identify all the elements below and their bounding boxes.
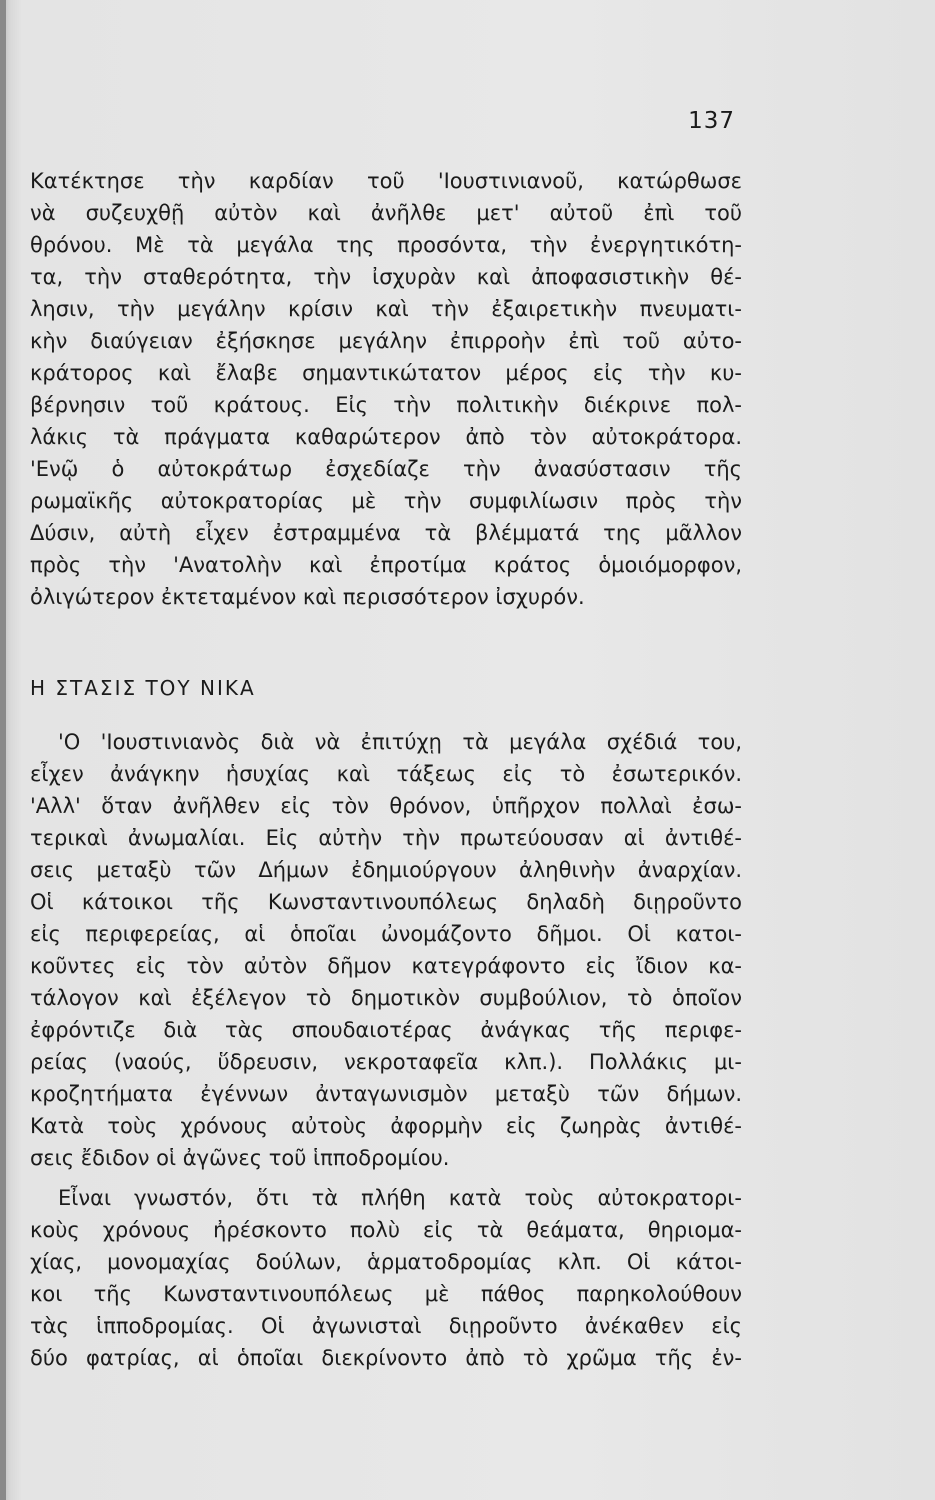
text-line: θρόνου. Μὲ τὰ μεγάλα της προσόντα, τὴν ἐνεργητικότη- (30, 233, 742, 257)
text-line: τερικαὶ ἀνωμαλίαι. Εἰς αὐτὴν τὴν πρωτεύουσαν αἱ ἀντιθέ- (30, 826, 742, 850)
text-line: Κατὰ τοὺς χρόνους αὐτοὺς ἀφορμὴν εἰς ζωηρὰς ἀντιθέ- (30, 1114, 742, 1138)
text-line: ρωμαϊκῆς αὐτοκρατορίας μὲ τὴν συμφιλίωσιν πρὸς τὴν (30, 489, 742, 513)
text-line: ὀλιγώτερον ἐκτεταμένον καὶ περισσότερον ἰσχυρόν. (30, 585, 585, 609)
text-line: χίας, μονομαχίας δούλων, ἁρματοδρομίας κλπ. Οἱ κάτοι- (30, 1250, 742, 1274)
text-line: δύο φατρίας, αἱ ὁποῖαι διεκρίνοντο ἀπὸ τὸ χρῶμα τῆς ἐν- (30, 1346, 742, 1370)
text-line: κὴν διαύγειαν ἐξήσκησε μεγάλην ἐπιρροὴν ἐπὶ τοῦ αὐτο- (30, 329, 742, 353)
text-line: κράτορος καὶ ἔλαβε σημαντικώτατον μέρος εἰς τὴν κυ- (30, 361, 742, 385)
text-line: κροζητήματα ἐγέννων ἀνταγωνισμὸν μεταξὺ τῶν δήμων. (30, 1082, 742, 1106)
paragraph-1 (30, 165, 742, 613)
text-line: εἶχεν ἀνάγκην ἡσυχίας καὶ τάξεως εἰς τὸ ἐσωτερικόν. (30, 762, 742, 786)
text-line: 'Αλλ' ὅταν ἀνῆλθεν εἰς τὸν θρόνον, ὑπῆρχον πολλαὶ ἐσω- (30, 794, 742, 818)
text-line: 'Ενῷ ὁ αὐτοκράτωρ ἐσχεδίαζε τὴν ἀνασύστασιν τῆς (30, 457, 742, 481)
text-line: λησιν, τὴν μεγάλην κρίσιν καὶ τὴν ἐξαιρετικὴν πνευματι- (30, 297, 742, 321)
text-line: λάκις τὰ πράγματα καθαρώτερον ἀπὸ τὸν αὐτοκράτορα. (30, 425, 742, 449)
text-line: κοι τῆς Κωνσταντινουπόλεως μὲ πάθος παρηκολούθουν (30, 1282, 742, 1306)
text-line: τάλογον καὶ ἐξέλεγον τὸ δημοτικὸν συμβούλιον, τὸ ὁποῖον (30, 986, 742, 1010)
text-line: νὰ συζευχθῇ αὐτὸν καὶ ἀνῆλθε μετ' αὐτοῦ ἐπὶ τοῦ (30, 201, 742, 225)
section-heading: Η ΣΤΑΣΙΣ ΤΟΥ ΝΙΚΑ (30, 676, 256, 700)
page-edge (0, 0, 6, 1500)
paragraph-2 (30, 726, 742, 1174)
text-line: Κατέκτησε τὴν καρδίαν τοῦ 'Ιουστινιανοῦ, κατώρθωσε (30, 169, 742, 193)
text-line: Οἱ κάτοικοι τῆς Κωνσταντινουπόλεως δηλαδὴ διῃροῦντο (30, 890, 742, 914)
text-line: κοὺς χρόνους ἠρέσκοντο πολὺ εἰς τὰ θεάματα, θηριομα- (30, 1218, 742, 1242)
text-line: τα, τὴν σταθερότητα, τὴν ἰσχυρὰν καὶ ἀποφασιστικὴν θέ- (30, 265, 742, 289)
text-line: σεις ἔδιδον οἱ ἀγῶνες τοῦ ἱπποδρομίου. (30, 1146, 450, 1170)
text-line: Εἶναι γνωστόν, ὅτι τὰ πλήθη κατὰ τοὺς αὐτοκρατορι- (58, 1186, 742, 1210)
text-line: Δύσιν, αὐτὴ εἶχεν ἐστραμμένα τὰ βλέμματά της μᾶλλον (30, 521, 742, 545)
text-line: εἰς περιφερείας, αἱ ὁποῖαι ὠνομάζοντο δῆμοι. Οἱ κατοι- (30, 922, 742, 946)
page-number: 137 (688, 108, 735, 134)
text-line: πρὸς τὴν 'Ανατολὴν καὶ ἐπροτίμα κράτος ὁμοιόμορφον, (30, 553, 742, 577)
text-line: κοῦντες εἰς τὸν αὐτὸν δῆμον κατεγράφοντο εἰς ἴδιον κα- (30, 954, 742, 978)
text-line: ρείας (ναούς, ὕδρευσιν, νεκροταφεῖα κλπ.). Πολλάκις μι- (30, 1050, 742, 1074)
text-line: βέρνησιν τοῦ κράτους. Εἰς τὴν πολιτικὴν διέκρινε πολ- (30, 393, 742, 417)
text-line: ἐφρόντιζε διὰ τὰς σπουδαιοτέρας ἀνάγκας τῆς περιφε- (30, 1018, 742, 1042)
text-line: 'Ο 'Ιουστινιανὸς διὰ νὰ ἐπιτύχῃ τὰ μεγάλα σχέδιά του, (58, 730, 742, 754)
text-line: τὰς ἱπποδρομίας. Οἱ ἀγωνισταὶ διῃροῦντο ἀνέκαθεν εἰς (30, 1314, 742, 1338)
text-line: σεις μεταξὺ τῶν Δήμων ἐδημιούργουν ἀληθινὴν ἀναρχίαν. (30, 858, 742, 882)
paragraph-3 (30, 1182, 742, 1374)
